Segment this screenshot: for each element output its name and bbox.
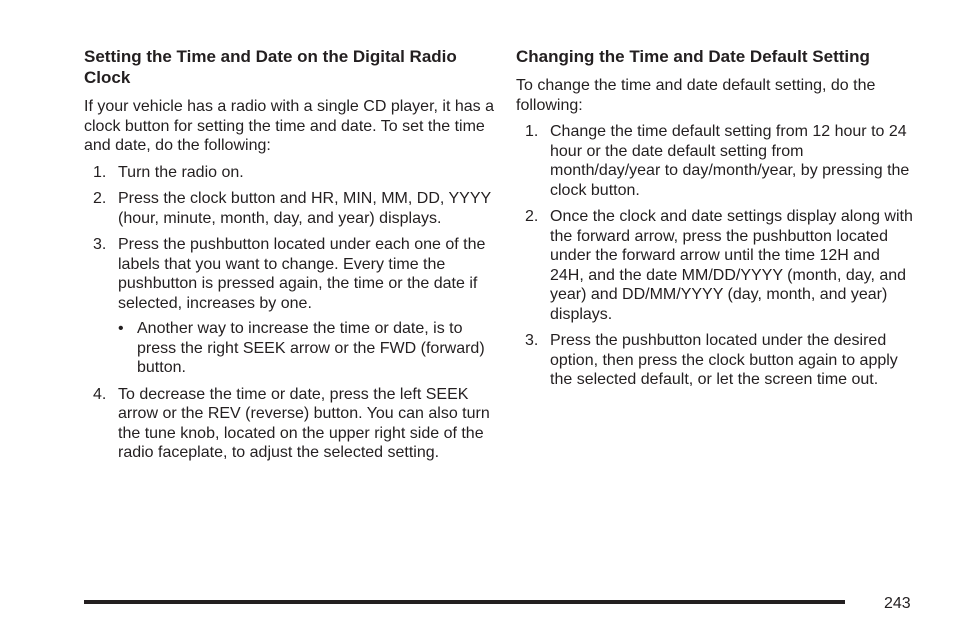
step-number: 3.	[525, 332, 539, 349]
step-item-3	[84, 235, 494, 378]
bullet-item	[118, 319, 494, 378]
step-text: Press the clock button and HR, MIN, MM, DD, YYYY (hour, minute, month, day, and year) displays.	[118, 190, 491, 227]
section-heading-default-setting: Changing the Time and Date Default Setting	[516, 47, 870, 66]
step-item-2	[84, 189, 494, 228]
step-number: 4.	[93, 385, 107, 403]
step-item-1	[84, 163, 494, 183]
right-column	[516, 46, 916, 397]
step-number: 1.	[93, 163, 107, 181]
bullet-icon: •	[118, 320, 124, 337]
step-text: Once the clock and date settings display along with the forward arrow, press the pushbutton located under the forward arrow until the time 12H and 24H, and the date MM/DD/YYYY (month, day, and year) and DD/MM/YYYY (day, month, and year) displays.	[550, 208, 913, 323]
footer-rule	[84, 600, 845, 604]
step-item-1	[516, 122, 916, 200]
intro-paragraph: To change the time and date default setting, do the following:	[516, 77, 876, 114]
step-number: 1.	[525, 123, 539, 140]
left-column	[84, 46, 494, 470]
step-number: 2.	[525, 208, 539, 225]
step-item-3	[516, 331, 916, 390]
step-number: 2.	[93, 190, 107, 207]
step-text: Press the pushbutton located under each one of the labels that you want to change. Every time the pushbutton is pressed again, the time or the date if selected, increases by one.	[118, 236, 486, 312]
step-item-4	[84, 385, 494, 463]
step-item-2	[516, 207, 916, 324]
step-text: Press the pushbutton located under the desired option, then press the clock button again to apply the selected default, or let the screen time out.	[550, 332, 898, 388]
step-text: Turn the radio on.	[118, 163, 244, 181]
page-number: 243	[884, 595, 911, 612]
step-text: To decrease the time or date, press the left SEEK arrow or the REV (reverse) button. You can also turn the tune knob, located on the upper right side of the radio faceplate, to adjust the selected setting.	[118, 385, 490, 461]
step-text: Change the time default setting from 12 hour to 24 hour or the date default setting from month/day/year to day/month/year, by pressing the clock button.	[550, 123, 910, 199]
step-number: 3.	[93, 236, 107, 253]
steps-list	[516, 122, 916, 390]
steps-list	[84, 163, 494, 463]
intro-paragraph: If your vehicle has a radio with a single CD player, it has a clock button for setting the time and date. To set the time and date, do the following:	[84, 98, 494, 154]
bullet-text: Another way to increase the time or date, is to press the right SEEK arrow or the FWD (forward) button.	[137, 320, 485, 376]
section-heading-digital-radio-clock: Setting the Time and Date on the Digital Radio Clock	[84, 47, 457, 87]
